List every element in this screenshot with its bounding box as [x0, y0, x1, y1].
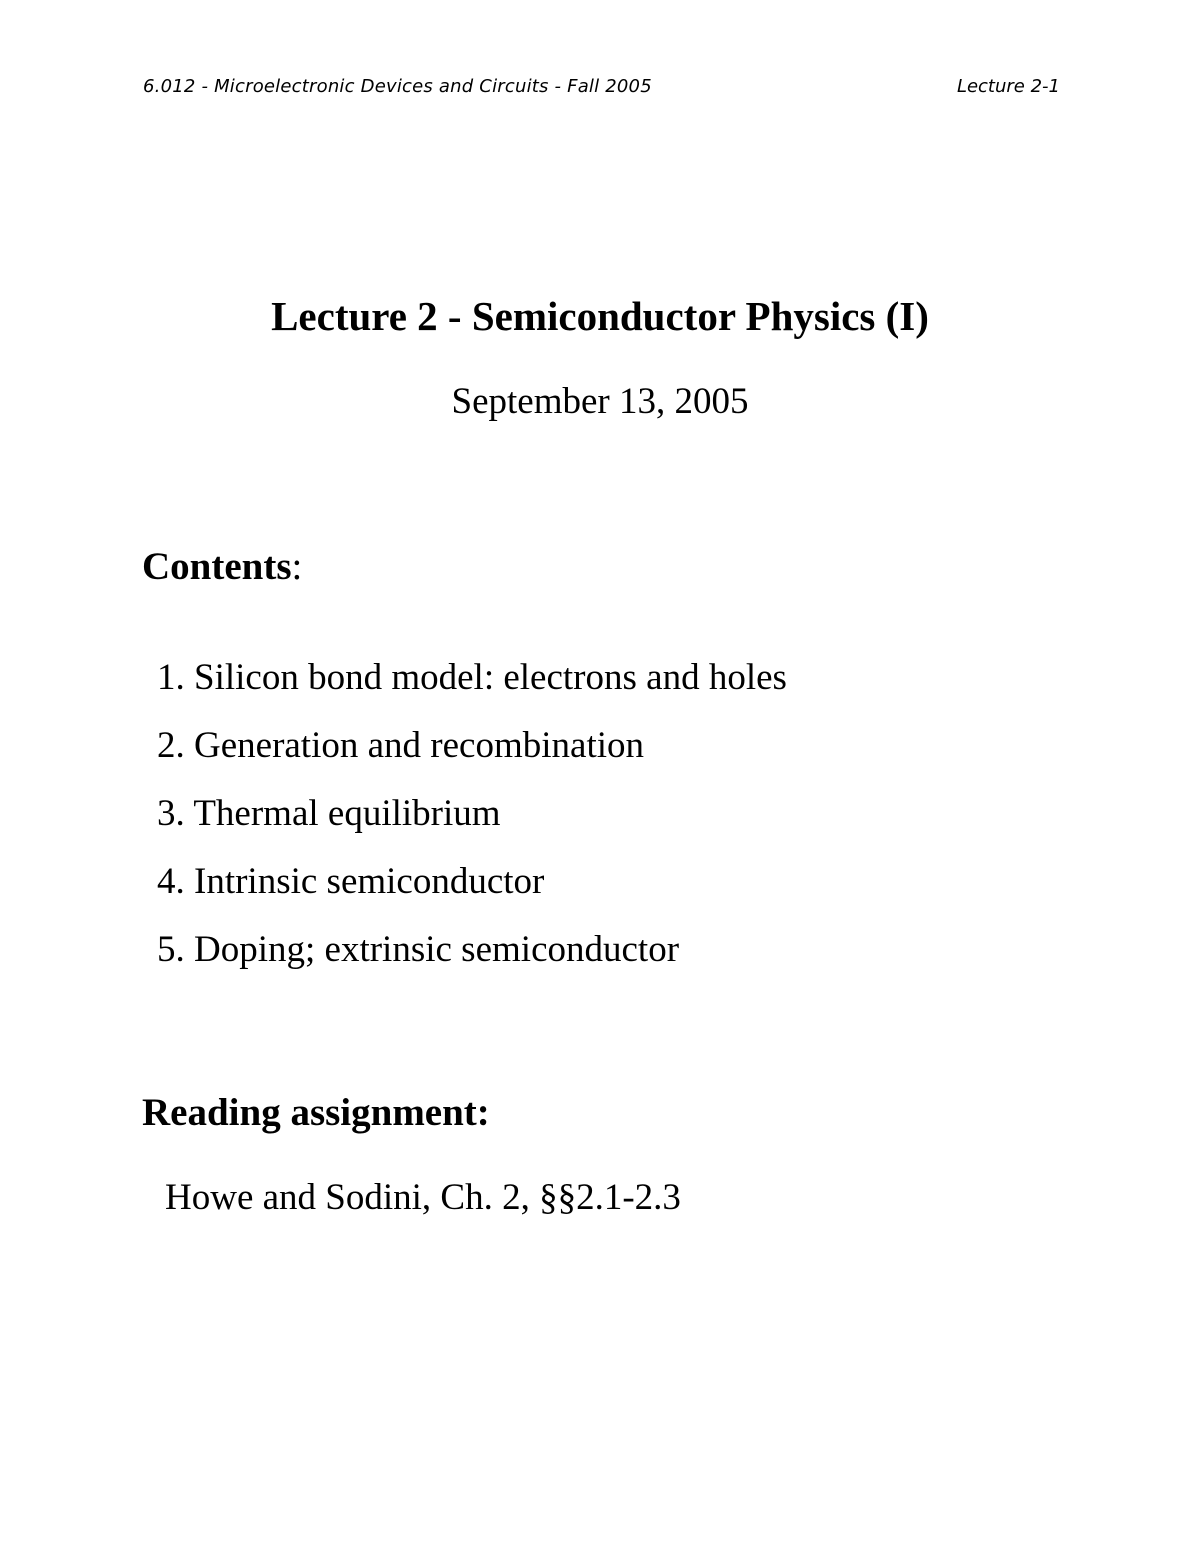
- contents-list: [157, 654, 787, 994]
- lecture-date: September 13, 2005: [451, 381, 749, 422]
- list-item: 5. Doping; extrinsic semiconductor: [157, 929, 680, 970]
- contents-heading: [142, 544, 302, 589]
- contents-heading-colon: :: [291, 545, 303, 588]
- reading-heading-text: Reading assignment:: [142, 1091, 490, 1134]
- header-course: 6.012 - Microelectronic Devices and Circuits - Fall 2005: [143, 76, 652, 97]
- page-title: Lecture 2 - Semiconductor Physics (I): [271, 293, 929, 339]
- header-page-label: Lecture 2-1: [956, 76, 1060, 97]
- list-item: 4. Intrinsic semiconductor: [157, 861, 545, 902]
- reading-heading: [142, 1090, 490, 1135]
- list-item: 2. Generation and recombination: [157, 725, 644, 766]
- list-item: 3. Thermal equilibrium: [157, 793, 501, 834]
- list-item: 1. Silicon bond model: electrons and holes: [157, 657, 787, 698]
- reading-assignment-text: Howe and Sodini, Ch. 2, §§2.1-2.3: [165, 1177, 681, 1218]
- contents-heading-text: Contents: [142, 545, 292, 588]
